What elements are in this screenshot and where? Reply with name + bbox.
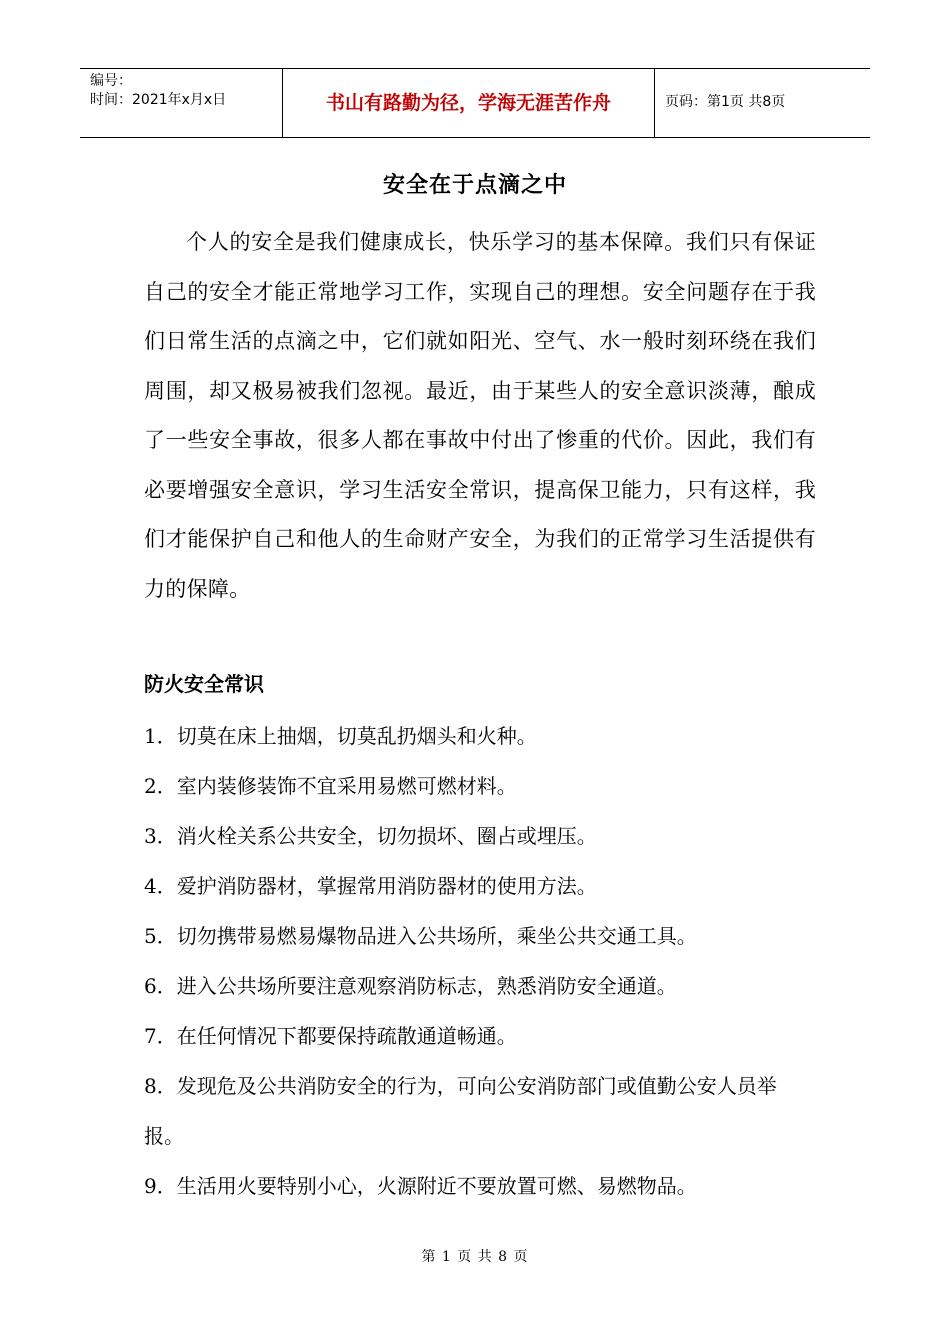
header-page-label: 页码：第1页 共8页	[665, 94, 786, 110]
list-item: 4．爱护消防器材，掌握常用消防器材的使用方法。	[144, 874, 597, 898]
date-label: 时间：2021年x月x日	[90, 92, 227, 108]
list-item: 7．在任何情况下都要保持疏散通道畅通。	[144, 1024, 517, 1048]
list-item: 9．生活用火要特别小心，火源附近不要放置可燃、易燃物品。	[144, 1174, 697, 1198]
list-item: 1．切莫在床上抽烟，切莫乱扔烟头和火种。	[144, 724, 537, 748]
list-item: 3．消火栓关系公共安全，切勿损坏、圈占或埋压。	[144, 824, 597, 848]
header-meta	[80, 69, 282, 137]
intro-paragraph: 个人的安全是我们健康成长，快乐学习的基本保障。我们只有保证自己的安全才能正常地学习工作，实现自己的理想。安全问题存在于我们日常生活的点滴之中，它们就如阳光、空气、水一般时刻环绕在我们周围，却又极易被我们忽视。最近，由于某些人的安全意识淡薄，酿成了一些安全事故，很多人都在事故中付出了惨重的代价。因此，我们有必要增强安全意识，学习生活安全常识，提高保卫能力，只有这样，我们才能保护自己和他人的生命财产安全，为我们的正常学习生活提供有力的保障。	[144, 230, 816, 601]
list-item: 6．进入公共场所要注意观察消防标志，熟悉消防安全通道。	[144, 974, 677, 998]
section-heading: 防火安全常识	[144, 672, 264, 696]
page-footer: 第 1 页 共 8 页	[421, 1249, 529, 1265]
document-header	[80, 68, 870, 138]
list-item: 2．室内装修装饰不宜采用易燃可燃材料。	[144, 774, 517, 798]
number-label: 编号：	[90, 73, 132, 89]
list-item: 8．发现危及公共消防安全的行为，可向公安消防部门或值勤公安人员举报。	[144, 1074, 777, 1148]
list-item: 5．切勿携带易燃易爆物品进入公共场所，乘坐公共交通工具。	[144, 924, 697, 948]
page-title: 安全在于点滴之中	[382, 173, 567, 198]
header-motto: 书山有路勤为径，学海无涯苦作舟	[282, 69, 655, 137]
fire-safety-list	[144, 711, 816, 1211]
